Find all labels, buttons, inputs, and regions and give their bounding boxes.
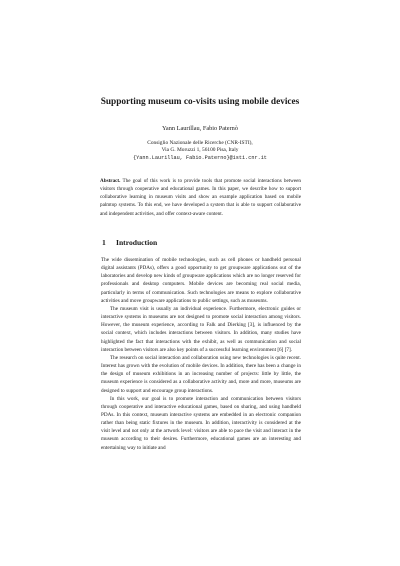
author-list: Yann Laurillau, Fabio Paternò: [162, 125, 238, 132]
section-heading: [102, 238, 157, 248]
affiliation-institution: Consiglio Nazionale delle Ricerche (CNR-ISTI),: [147, 140, 253, 146]
abstract: [100, 177, 301, 218]
abstract-text: The goal of this work is to provide tools that promote social interactions between visitors through cooperative and educational games. In this paper, we describe how to support collaborative learning in museum visits and show an example application based on mobile palmtop systems. To this end, we have developed a system that is able to support collaborative and independent activities, and offer context-aware content.: [100, 178, 301, 217]
paper-title: Supporting museum co-visits using mobile devices: [100, 97, 300, 107]
body-paragraph: The research on social interaction and collaboration using new technologies is quite recent. Interest has grown with the evolution of mobile devices. In addition, there has been a change in the design of museum exhibitions in an increasing number of projects: little by little, the museum experience is considered as a collaborative activity and, more and more, museums are designed to support and encourage group interactions.: [101, 354, 301, 394]
abstract-label: Abstract.: [100, 178, 121, 184]
body-paragraph: The wide dissemination of mobile technologies, such as cell phones or handheld personal digital assistants (PDAs), offers a good opportunity to get groupware applications out of the laboratories and develop new kinds of groupware applications which are no longer reserved for professionals and desktop computers. Mobile devices are becoming real social media, particularly in terms of communication. Such technologies are means to explore collaborative activities and move groupware applications to public settings, such as museums.: [101, 257, 301, 304]
section-body: [101, 256, 301, 452]
affiliation-block: [60, 140, 340, 162]
author-emails: {Yann.Laurillau, Fabio.Paterno}@isti.cnr.it: [133, 154, 267, 161]
affiliation-address: Via G. Moruzzi 1, 56100 Pisa, Italy: [161, 147, 239, 154]
body-paragraph: The museum visit is usually an individual experience. Furthermore, electronic guides or interactive systems in museums are not designed to promote social interaction among visitors. However, the museum experience, according to Falk and Dierking [3], is influenced by the social context, which includes interactions between visitors. In addition, many studies have highlighted the fact that interactions with the exhibit, as well as communication and social interaction between visitors are also key points of a successful learning environment [6] [7].: [101, 305, 301, 353]
section-number: 1: [102, 238, 106, 247]
body-paragraph: In this work, our goal is to promote interaction and communication between visitors through cooperative and interactive educational games, based on sharing, and using handheld PDAs. In this context, museum interactive systems are embedded in an electronic companion rather than being static fixtures in the museum. In addition, interactivity is considered at the visit level and not only at the artwork level: visitors are able to pace the visit and interact in the museum according to their desires. Furthermore, educational games are an interesting and entertaining way to initiate and: [101, 395, 301, 451]
section-title: Introduction: [116, 238, 158, 247]
